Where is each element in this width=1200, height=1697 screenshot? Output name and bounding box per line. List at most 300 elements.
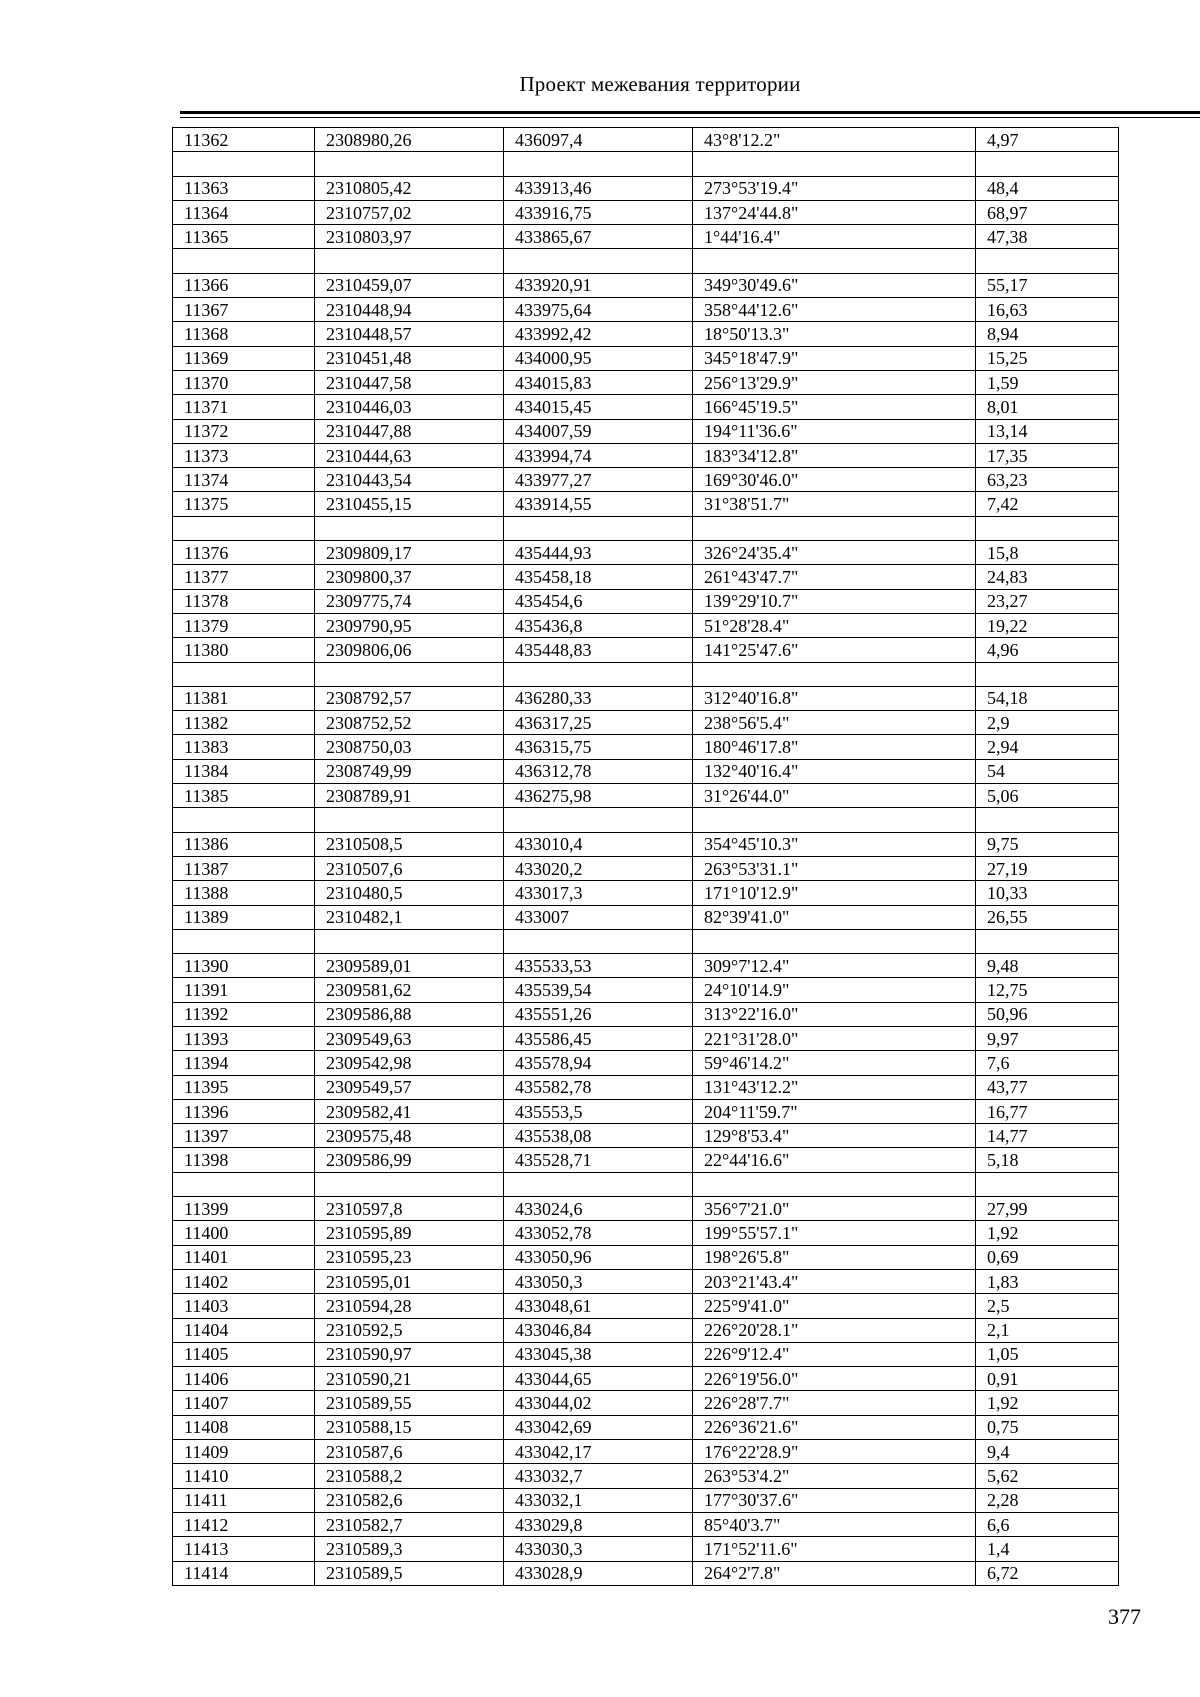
- table-row: [173, 565, 1119, 589]
- x-coordinate-cell: [315, 249, 504, 273]
- bearing-cell: 203°21'43.4": [693, 1269, 976, 1293]
- table-row: [173, 1051, 1119, 1075]
- point-number-cell: 11389: [173, 905, 315, 929]
- x-coordinate-cell: 2310446,03: [315, 395, 504, 419]
- y-coordinate-cell: 435538,08: [504, 1124, 693, 1148]
- x-coordinate-cell: 2310444,63: [315, 443, 504, 467]
- x-coordinate-cell: [315, 929, 504, 953]
- x-coordinate-cell: 2310590,97: [315, 1342, 504, 1366]
- x-coordinate-cell: 2310448,57: [315, 322, 504, 346]
- point-number-cell: 11367: [173, 298, 315, 322]
- point-number-cell: 11363: [173, 176, 315, 200]
- bearing-cell: 43°8'12.2": [693, 128, 976, 152]
- coordinates-table: [172, 127, 1119, 1586]
- table-row: [173, 735, 1119, 759]
- table-row: [173, 978, 1119, 1002]
- bearing-cell: 326°24'35.4": [693, 541, 976, 565]
- distance-cell: [976, 249, 1119, 273]
- distance-cell: 5,18: [976, 1148, 1119, 1172]
- point-number-cell: 11368: [173, 322, 315, 346]
- y-coordinate-cell: [504, 808, 693, 832]
- y-coordinate-cell: 433007: [504, 905, 693, 929]
- bearing-cell: [693, 808, 976, 832]
- table-row: [173, 1488, 1119, 1512]
- table-row: [173, 759, 1119, 783]
- y-coordinate-cell: 433032,1: [504, 1488, 693, 1512]
- table-row: [173, 1221, 1119, 1245]
- x-coordinate-cell: [315, 1172, 504, 1196]
- y-coordinate-cell: 436317,25: [504, 711, 693, 735]
- point-number-cell: 11399: [173, 1197, 315, 1221]
- bearing-cell: 180°46'17.8": [693, 735, 976, 759]
- y-coordinate-cell: 436315,75: [504, 735, 693, 759]
- y-coordinate-cell: 433028,9: [504, 1561, 693, 1585]
- point-number-cell: 11407: [173, 1391, 315, 1415]
- bearing-cell: 51°28'28.4": [693, 613, 976, 637]
- x-coordinate-cell: 2310594,28: [315, 1294, 504, 1318]
- y-coordinate-cell: 433032,7: [504, 1464, 693, 1488]
- x-coordinate-cell: 2310480,5: [315, 881, 504, 905]
- x-coordinate-cell: [315, 662, 504, 686]
- y-coordinate-cell: 434000,95: [504, 346, 693, 370]
- distance-cell: 5,62: [976, 1464, 1119, 1488]
- table-row: [173, 1415, 1119, 1439]
- point-number-cell: 11381: [173, 686, 315, 710]
- y-coordinate-cell: 433020,2: [504, 856, 693, 880]
- y-coordinate-cell: [504, 516, 693, 540]
- x-coordinate-cell: 2308749,99: [315, 759, 504, 783]
- bearing-cell: 226°36'21.6": [693, 1415, 976, 1439]
- point-number-cell: 11372: [173, 419, 315, 443]
- table-row: [173, 954, 1119, 978]
- bearing-cell: 226°20'28.1": [693, 1318, 976, 1342]
- point-number-cell: [173, 249, 315, 273]
- distance-cell: 0,91: [976, 1367, 1119, 1391]
- distance-cell: 16,63: [976, 298, 1119, 322]
- table-row: [173, 638, 1119, 662]
- point-number-cell: 11395: [173, 1075, 315, 1099]
- y-coordinate-cell: 435551,26: [504, 1002, 693, 1026]
- x-coordinate-cell: 2309790,95: [315, 613, 504, 637]
- x-coordinate-cell: 2309549,63: [315, 1026, 504, 1050]
- point-number-cell: 11376: [173, 541, 315, 565]
- distance-cell: [976, 1172, 1119, 1196]
- x-coordinate-cell: 2310507,6: [315, 856, 504, 880]
- point-number-cell: 11386: [173, 832, 315, 856]
- table-row: [173, 832, 1119, 856]
- bearing-cell: 204°11'59.7": [693, 1099, 976, 1123]
- point-number-cell: 11404: [173, 1318, 315, 1342]
- y-coordinate-cell: 433017,3: [504, 881, 693, 905]
- x-coordinate-cell: 2309775,74: [315, 589, 504, 613]
- x-coordinate-cell: 2310757,02: [315, 200, 504, 224]
- y-coordinate-cell: [504, 929, 693, 953]
- y-coordinate-cell: 435454,6: [504, 589, 693, 613]
- bearing-cell: 261°43'47.7": [693, 565, 976, 589]
- point-number-cell: [173, 152, 315, 176]
- y-coordinate-cell: 434015,45: [504, 395, 693, 419]
- table-separator-row: [173, 808, 1119, 832]
- point-number-cell: [173, 516, 315, 540]
- y-coordinate-cell: 433044,65: [504, 1367, 693, 1391]
- table-row: [173, 784, 1119, 808]
- distance-cell: 0,75: [976, 1415, 1119, 1439]
- bearing-cell: 129°8'53.4": [693, 1124, 976, 1148]
- point-number-cell: 11402: [173, 1269, 315, 1293]
- bearing-cell: 264°2'7.8": [693, 1561, 976, 1585]
- point-number-cell: [173, 929, 315, 953]
- x-coordinate-cell: 2310451,48: [315, 346, 504, 370]
- y-coordinate-cell: 433029,8: [504, 1512, 693, 1536]
- table-row: [173, 492, 1119, 516]
- x-coordinate-cell: 2310447,58: [315, 370, 504, 394]
- bearing-cell: 169°30'46.0": [693, 468, 976, 492]
- x-coordinate-cell: 2309581,62: [315, 978, 504, 1002]
- x-coordinate-cell: 2310587,6: [315, 1440, 504, 1464]
- point-number-cell: 11394: [173, 1051, 315, 1075]
- table-row: [173, 1318, 1119, 1342]
- y-coordinate-cell: 433052,78: [504, 1221, 693, 1245]
- y-coordinate-cell: 433865,67: [504, 225, 693, 249]
- distance-cell: 55,17: [976, 273, 1119, 297]
- distance-cell: 9,48: [976, 954, 1119, 978]
- y-coordinate-cell: 433048,61: [504, 1294, 693, 1318]
- point-number-cell: 11378: [173, 589, 315, 613]
- bearing-cell: 1°44'16.4": [693, 225, 976, 249]
- distance-cell: 2,94: [976, 735, 1119, 759]
- y-coordinate-cell: 433920,91: [504, 273, 693, 297]
- point-number-cell: 11371: [173, 395, 315, 419]
- table-row: [173, 905, 1119, 929]
- bearing-cell: 141°25'47.6": [693, 638, 976, 662]
- y-coordinate-cell: [504, 249, 693, 273]
- table-row: [173, 395, 1119, 419]
- table-row: [173, 1197, 1119, 1221]
- point-number-cell: 11365: [173, 225, 315, 249]
- table-separator-row: [173, 662, 1119, 686]
- x-coordinate-cell: 2308752,52: [315, 711, 504, 735]
- distance-cell: 2,1: [976, 1318, 1119, 1342]
- y-coordinate-cell: 433050,3: [504, 1269, 693, 1293]
- x-coordinate-cell: 2310482,1: [315, 905, 504, 929]
- table-row: [173, 1561, 1119, 1585]
- x-coordinate-cell: 2310448,94: [315, 298, 504, 322]
- table-row: [173, 419, 1119, 443]
- table-row: [173, 346, 1119, 370]
- y-coordinate-cell: 436280,33: [504, 686, 693, 710]
- x-coordinate-cell: 2310589,3: [315, 1537, 504, 1561]
- table-row: [173, 711, 1119, 735]
- y-coordinate-cell: 436312,78: [504, 759, 693, 783]
- y-coordinate-cell: 435528,71: [504, 1148, 693, 1172]
- x-coordinate-cell: 2310595,23: [315, 1245, 504, 1269]
- bearing-cell: 313°22'16.0": [693, 1002, 976, 1026]
- bearing-cell: 194°11'36.6": [693, 419, 976, 443]
- distance-cell: 54,18: [976, 686, 1119, 710]
- table-row: [173, 1464, 1119, 1488]
- table-row: [173, 856, 1119, 880]
- x-coordinate-cell: 2310805,42: [315, 176, 504, 200]
- point-number-cell: 11377: [173, 565, 315, 589]
- x-coordinate-cell: 2309806,06: [315, 638, 504, 662]
- distance-cell: 16,77: [976, 1099, 1119, 1123]
- distance-cell: 2,9: [976, 711, 1119, 735]
- bearing-cell: 356°7'21.0": [693, 1197, 976, 1221]
- bearing-cell: 31°26'44.0": [693, 784, 976, 808]
- distance-cell: 1,83: [976, 1269, 1119, 1293]
- table-row: [173, 881, 1119, 905]
- point-number-cell: 11392: [173, 1002, 315, 1026]
- y-coordinate-cell: 436275,98: [504, 784, 693, 808]
- table-row: [173, 541, 1119, 565]
- point-number-cell: 11391: [173, 978, 315, 1002]
- point-number-cell: 11385: [173, 784, 315, 808]
- bearing-cell: 199°55'57.1": [693, 1221, 976, 1245]
- x-coordinate-cell: 2310508,5: [315, 832, 504, 856]
- y-coordinate-cell: 435553,5: [504, 1099, 693, 1123]
- page-number: 377: [1108, 1604, 1141, 1629]
- table-row: [173, 1002, 1119, 1026]
- x-coordinate-cell: 2310589,5: [315, 1561, 504, 1585]
- distance-cell: 7,6: [976, 1051, 1119, 1075]
- distance-cell: [976, 152, 1119, 176]
- distance-cell: 27,19: [976, 856, 1119, 880]
- x-coordinate-cell: 2310588,15: [315, 1415, 504, 1439]
- coordinates-table-body: [173, 128, 1119, 1586]
- distance-cell: 19,22: [976, 613, 1119, 637]
- table-separator-row: [173, 929, 1119, 953]
- point-number-cell: 11400: [173, 1221, 315, 1245]
- distance-cell: 5,06: [976, 784, 1119, 808]
- bearing-cell: 198°26'5.8": [693, 1245, 976, 1269]
- bearing-cell: 131°43'12.2": [693, 1075, 976, 1099]
- distance-cell: 9,97: [976, 1026, 1119, 1050]
- point-number-cell: 11364: [173, 200, 315, 224]
- point-number-cell: 11414: [173, 1561, 315, 1585]
- distance-cell: 27,99: [976, 1197, 1119, 1221]
- distance-cell: 2,28: [976, 1488, 1119, 1512]
- table-row: [173, 1391, 1119, 1415]
- y-coordinate-cell: 433916,75: [504, 200, 693, 224]
- y-coordinate-cell: 433994,74: [504, 443, 693, 467]
- x-coordinate-cell: 2310443,54: [315, 468, 504, 492]
- point-number-cell: 11374: [173, 468, 315, 492]
- point-number-cell: 11403: [173, 1294, 315, 1318]
- y-coordinate-cell: 433975,64: [504, 298, 693, 322]
- point-number-cell: 11369: [173, 346, 315, 370]
- bearing-cell: 24°10'14.9": [693, 978, 976, 1002]
- x-coordinate-cell: 2310588,2: [315, 1464, 504, 1488]
- x-coordinate-cell: [315, 516, 504, 540]
- point-number-cell: [173, 808, 315, 832]
- bearing-cell: 309°7'12.4": [693, 954, 976, 978]
- y-coordinate-cell: 433046,84: [504, 1318, 693, 1342]
- table-row: [173, 1512, 1119, 1536]
- distance-cell: 6,6: [976, 1512, 1119, 1536]
- point-number-cell: 11362: [173, 128, 315, 152]
- table-row: [173, 128, 1119, 152]
- point-number-cell: 11409: [173, 1440, 315, 1464]
- x-coordinate-cell: 2308792,57: [315, 686, 504, 710]
- table-row: [173, 1075, 1119, 1099]
- distance-cell: 15,8: [976, 541, 1119, 565]
- point-number-cell: 11373: [173, 443, 315, 467]
- x-coordinate-cell: 2310459,07: [315, 273, 504, 297]
- bearing-cell: 273°53'19.4": [693, 176, 976, 200]
- bearing-cell: 176°22'28.9": [693, 1440, 976, 1464]
- y-coordinate-cell: 434007,59: [504, 419, 693, 443]
- bearing-cell: 59°46'14.2": [693, 1051, 976, 1075]
- y-coordinate-cell: 435436,8: [504, 613, 693, 637]
- y-coordinate-cell: [504, 662, 693, 686]
- x-coordinate-cell: 2309575,48: [315, 1124, 504, 1148]
- bearing-cell: 171°10'12.9": [693, 881, 976, 905]
- bearing-cell: 263°53'31.1": [693, 856, 976, 880]
- point-number-cell: 11383: [173, 735, 315, 759]
- x-coordinate-cell: 2310582,6: [315, 1488, 504, 1512]
- bearing-cell: 354°45'10.3": [693, 832, 976, 856]
- bearing-cell: 226°9'12.4": [693, 1342, 976, 1366]
- point-number-cell: 11413: [173, 1537, 315, 1561]
- table-row: [173, 1440, 1119, 1464]
- point-number-cell: 11370: [173, 370, 315, 394]
- distance-cell: 1,59: [976, 370, 1119, 394]
- x-coordinate-cell: 2308750,03: [315, 735, 504, 759]
- y-coordinate-cell: 433030,3: [504, 1537, 693, 1561]
- distance-cell: 48,4: [976, 176, 1119, 200]
- table-row: [173, 273, 1119, 297]
- x-coordinate-cell: 2310592,5: [315, 1318, 504, 1342]
- table-row: [173, 686, 1119, 710]
- distance-cell: [976, 808, 1119, 832]
- table-row: [173, 1367, 1119, 1391]
- point-number-cell: 11387: [173, 856, 315, 880]
- bearing-cell: 137°24'44.8": [693, 200, 976, 224]
- point-number-cell: 11412: [173, 1512, 315, 1536]
- header-rule-thick: [180, 111, 1200, 114]
- distance-cell: 23,27: [976, 589, 1119, 613]
- distance-cell: 50,96: [976, 1002, 1119, 1026]
- y-coordinate-cell: 435458,18: [504, 565, 693, 589]
- bearing-cell: 139°29'10.7": [693, 589, 976, 613]
- bearing-cell: 226°28'7.7": [693, 1391, 976, 1415]
- y-coordinate-cell: 433913,46: [504, 176, 693, 200]
- table-separator-row: [173, 1172, 1119, 1196]
- y-coordinate-cell: 435582,78: [504, 1075, 693, 1099]
- bearing-cell: 166°45'19.5": [693, 395, 976, 419]
- table-separator-row: [173, 249, 1119, 273]
- x-coordinate-cell: [315, 808, 504, 832]
- distance-cell: 8,94: [976, 322, 1119, 346]
- x-coordinate-cell: 2310590,21: [315, 1367, 504, 1391]
- y-coordinate-cell: 433992,42: [504, 322, 693, 346]
- y-coordinate-cell: 433024,6: [504, 1197, 693, 1221]
- distance-cell: 68,97: [976, 200, 1119, 224]
- x-coordinate-cell: 2310803,97: [315, 225, 504, 249]
- bearing-cell: 312°40'16.8": [693, 686, 976, 710]
- table-row: [173, 589, 1119, 613]
- distance-cell: 13,14: [976, 419, 1119, 443]
- point-number-cell: 11390: [173, 954, 315, 978]
- table-row: [173, 1294, 1119, 1318]
- y-coordinate-cell: [504, 152, 693, 176]
- distance-cell: 54: [976, 759, 1119, 783]
- point-number-cell: 11408: [173, 1415, 315, 1439]
- bearing-cell: [693, 929, 976, 953]
- bearing-cell: [693, 249, 976, 273]
- bearing-cell: [693, 152, 976, 176]
- bearing-cell: 31°38'51.7": [693, 492, 976, 516]
- bearing-cell: 183°34'12.8": [693, 443, 976, 467]
- point-number-cell: 11397: [173, 1124, 315, 1148]
- bearing-cell: [693, 516, 976, 540]
- point-number-cell: 11401: [173, 1245, 315, 1269]
- distance-cell: 1,05: [976, 1342, 1119, 1366]
- x-coordinate-cell: 2310595,01: [315, 1269, 504, 1293]
- x-coordinate-cell: 2309800,37: [315, 565, 504, 589]
- x-coordinate-cell: 2310597,8: [315, 1197, 504, 1221]
- point-number-cell: 11405: [173, 1342, 315, 1366]
- point-number-cell: 11393: [173, 1026, 315, 1050]
- x-coordinate-cell: 2309586,88: [315, 1002, 504, 1026]
- y-coordinate-cell: 435533,53: [504, 954, 693, 978]
- point-number-cell: [173, 1172, 315, 1196]
- bearing-cell: 85°40'3.7": [693, 1512, 976, 1536]
- bearing-cell: 82°39'41.0": [693, 905, 976, 929]
- y-coordinate-cell: [504, 1172, 693, 1196]
- bearing-cell: 238°56'5.4": [693, 711, 976, 735]
- distance-cell: 15,25: [976, 346, 1119, 370]
- bearing-cell: 256°13'29.9": [693, 370, 976, 394]
- table-row: [173, 1026, 1119, 1050]
- bearing-cell: 171°52'11.6": [693, 1537, 976, 1561]
- table-row: [173, 1245, 1119, 1269]
- distance-cell: 26,55: [976, 905, 1119, 929]
- distance-cell: 1,92: [976, 1221, 1119, 1245]
- distance-cell: [976, 516, 1119, 540]
- table-row: [173, 1537, 1119, 1561]
- table-row: [173, 1124, 1119, 1148]
- point-number-cell: 11398: [173, 1148, 315, 1172]
- table-row: [173, 200, 1119, 224]
- bearing-cell: 349°30'49.6": [693, 273, 976, 297]
- distance-cell: 17,35: [976, 443, 1119, 467]
- table-row: [173, 370, 1119, 394]
- table-row: [173, 443, 1119, 467]
- y-coordinate-cell: 433042,17: [504, 1440, 693, 1464]
- point-number-cell: 11375: [173, 492, 315, 516]
- bearing-cell: [693, 1172, 976, 1196]
- x-coordinate-cell: 2308980,26: [315, 128, 504, 152]
- x-coordinate-cell: 2310455,15: [315, 492, 504, 516]
- distance-cell: 2,5: [976, 1294, 1119, 1318]
- point-number-cell: 11410: [173, 1464, 315, 1488]
- distance-cell: 47,38: [976, 225, 1119, 249]
- point-number-cell: 11379: [173, 613, 315, 637]
- bearing-cell: 226°19'56.0": [693, 1367, 976, 1391]
- point-number-cell: 11411: [173, 1488, 315, 1512]
- x-coordinate-cell: 2310589,55: [315, 1391, 504, 1415]
- y-coordinate-cell: 435444,93: [504, 541, 693, 565]
- point-number-cell: 11406: [173, 1367, 315, 1391]
- bearing-cell: 18°50'13.3": [693, 322, 976, 346]
- distance-cell: 12,75: [976, 978, 1119, 1002]
- distance-cell: 9,75: [976, 832, 1119, 856]
- table-separator-row: [173, 516, 1119, 540]
- point-number-cell: 11382: [173, 711, 315, 735]
- y-coordinate-cell: 435586,45: [504, 1026, 693, 1050]
- y-coordinate-cell: 433977,27: [504, 468, 693, 492]
